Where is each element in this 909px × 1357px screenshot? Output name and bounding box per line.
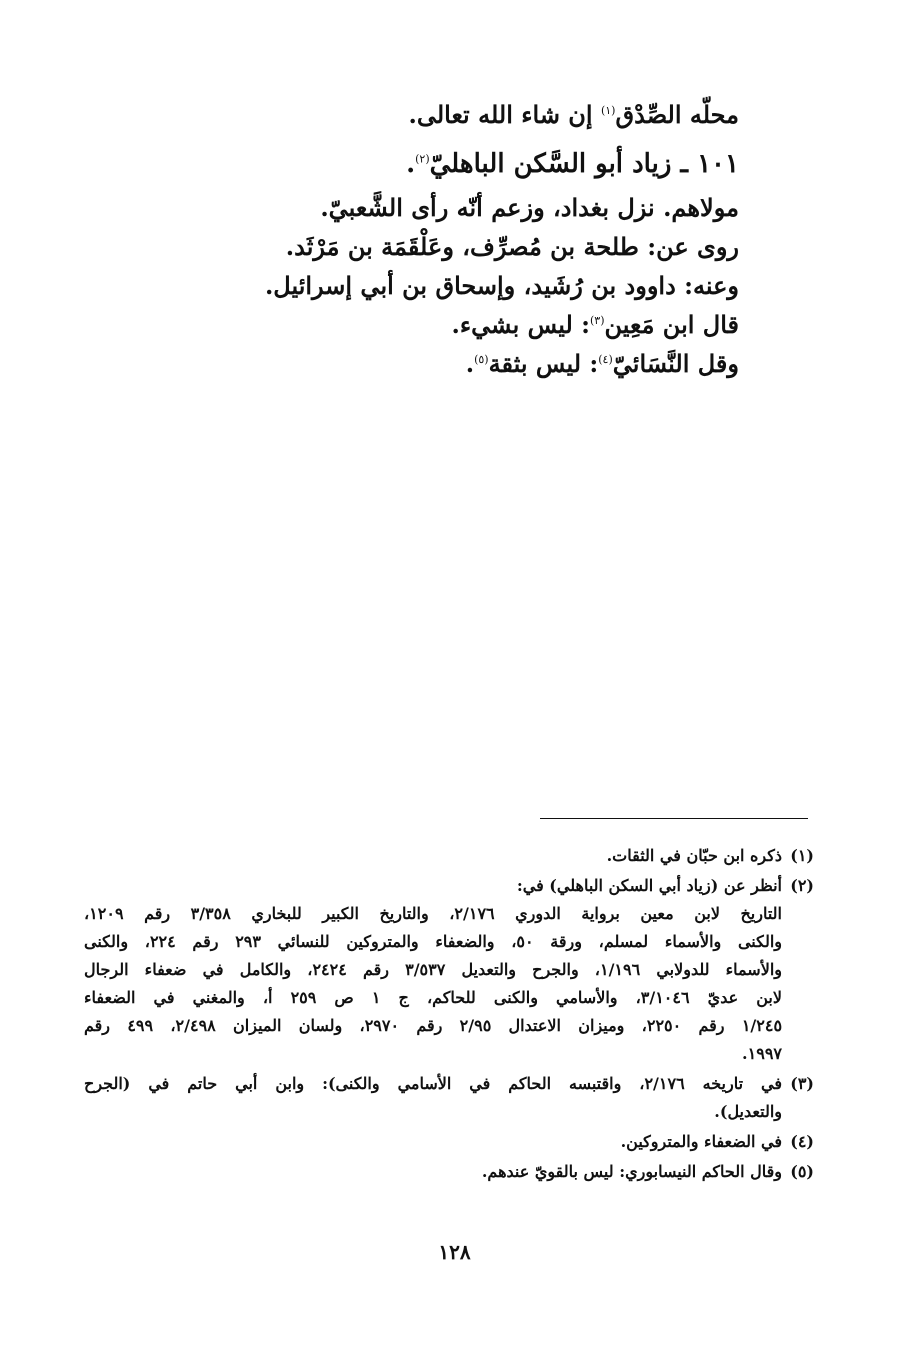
footnote: (١) ذكره ابن حبّان في الثقات. [84, 842, 814, 870]
entry-line: وقل النَّسَائيّ$^{(٤)}$: ليس بثقة$^{(٥)}$. [465, 349, 739, 378]
page-number: ١٢٨ [438, 1240, 471, 1264]
footnote-number: (٥) [790, 1162, 814, 1181]
footnote-ref: (٢) [415, 152, 430, 166]
footnote: (٤) في الضعفاء والمتروكين. [84, 1128, 814, 1156]
footnote-ref: (٤) [598, 353, 613, 366]
footnote-divider [540, 818, 808, 819]
footnote: (٣) في تاريخه ٢/١٧٦، واقتبسه الحاكم في الأسامي والكنى): وابن أبي حاتم في (الجرح والتعديل). [84, 1070, 814, 1126]
entry-line: وعنه: داوود بن رُشَيد، وإسحاق بن أبي إسرائيل. [264, 271, 739, 300]
entry-line: قال ابن مَعِين$^{(٣)}$: ليس بشيء. [451, 310, 739, 339]
footnote: (٥) وقال الحاكم النيسابوري: ليس بالقويّ عندهم. [84, 1158, 814, 1186]
footnotes [84, 842, 814, 1188]
footnote-number: (٣) [790, 1074, 814, 1093]
footnote-number: (٤) [790, 1132, 814, 1151]
footnote-number: (١) [790, 846, 814, 865]
footnote: (٢) أنظر عن (زياد أبي السكن الباهلي) في: التاريخ لابن معين برواية الدوري ٢/١٧٦، والتاريخ الكبير للبخاري ٣/٣٥٨ رقم ١٢٠٩، والكنى والأسماء لمسلم، ورقة ٥٠، والضعفاء والمتروكين للنسائي ٢٩٣ رقم ٢٢٤، والكنى والأسماء للدولابي ١/١٩٦، والجرح والتعديل ٣/٥٣٧ رقم ٢٤٢٤، والكامل في ضعفاء الرجال لابن عديّ ٣/١٠٤٦، والأسامي والكنى للحاكم، ج ١ ص ٢٥٩ أ، والمغني في الضعفاء ١/٢٤٥ رقم ٢٢٥٠، وميزان الاعتدال ٢/٩٥ رقم ٢٩٧٠، ولسان الميزان ٢/٤٩٨، ٤٩٩ رقم ١٩٩٧. [84, 872, 814, 1068]
main-text [119, 95, 739, 383]
continuation-line: محلّه الصِّدْق$^{(١)}$ إن شاء الله تعالى. [408, 100, 739, 129]
entry-line: مولاهم. نزل بغداد، وزعم أنّه رأى الشَّعبيّ. [320, 193, 739, 222]
entry-heading: ١٠١ ـ زياد أبو السَّكن الباهليّ$^{(٢)}$. [406, 149, 739, 179]
footnote-ref: (٣) [589, 314, 605, 327]
entry-line: روى عن: طلحة بن مُصرِّف، وعَلْقَمَة بن مَرْثَد. [285, 232, 739, 261]
footnote-ref: (١) [600, 104, 616, 117]
footnote-ref: (٥) [474, 353, 489, 366]
footnote-number: (٢) [790, 876, 814, 895]
